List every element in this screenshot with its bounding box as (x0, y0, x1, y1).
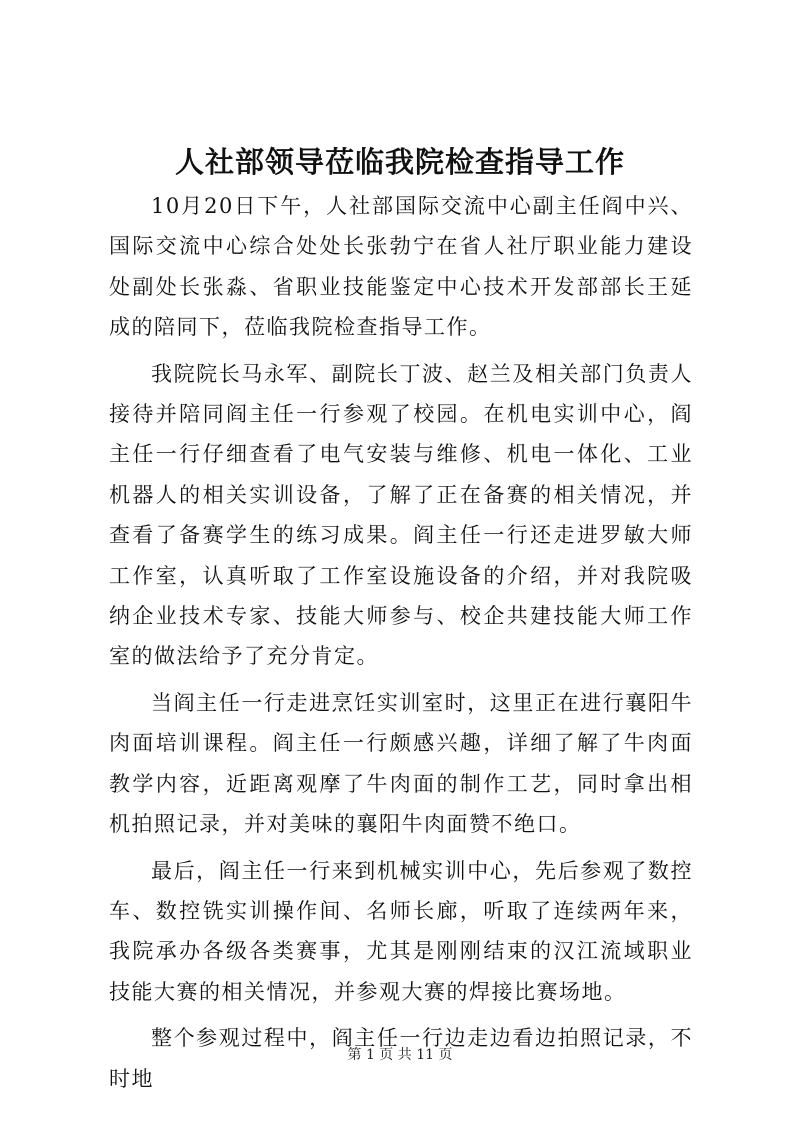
paragraph-3: 当阎主任一行走进烹饪实训室时，这里正在进行襄阳牛肉面培训课程。阎主任一行颇感兴趣，详细了解了牛肉面教学内容，近距离观摩了牛肉面的制作工艺，同时拿出相机拍照记录，并对美味的襄阳牛肉面赞不绝口。 (109, 690, 693, 837)
document-title: 人社部领导莅临我院检查指导工作 (174, 145, 625, 179)
paragraph-4: 最后，阎主任一行来到机械实训中心，先后参观了数控车、数控铣实训操作间、名师长廊，听取了连续两年来，我院承办各级各类赛事，尤其是刚刚结束的汉江流域职业技能大赛的相关情况，并参观大赛的焊接比赛场地。 (109, 858, 693, 1004)
page-number-footer: 第 1 页 共 11 页 (347, 1047, 453, 1063)
paragraph-2: 我院院长马永军、副院长丁波、赵兰及相关部门负责人接待并陪同阎主任一行参观了校园。在机电实训中心，阎主任一行仔细查看了电气安装与维修、机电一体化、工业机器人的相关实训设备，了解了正在备赛的相关情况，并查看了备赛学生的练习成果。阎主任一行还走进罗敏大师工作室，认真听取了工作室设施设备的介绍，并对我院吸纳企业技术专家、技能大师参与、校企共建技能大师工作室的做法给予了充分肯定。 (109, 361, 693, 669)
document-body (109, 186, 693, 1105)
paragraph-1: 10月20日下午，人社部国际交流中心副主任阎中兴、国际交流中心综合处处长张勃宁在省人社厅职业能力建设处副处长张淼、省职业技能鉴定中心技术开发部部长王延成的陪同下，莅临我院检查指导工作。 (109, 194, 693, 340)
paragraph-5: 整个参观过程中，阎主任一行边走边看边拍照记录，不时地 (109, 1026, 693, 1091)
